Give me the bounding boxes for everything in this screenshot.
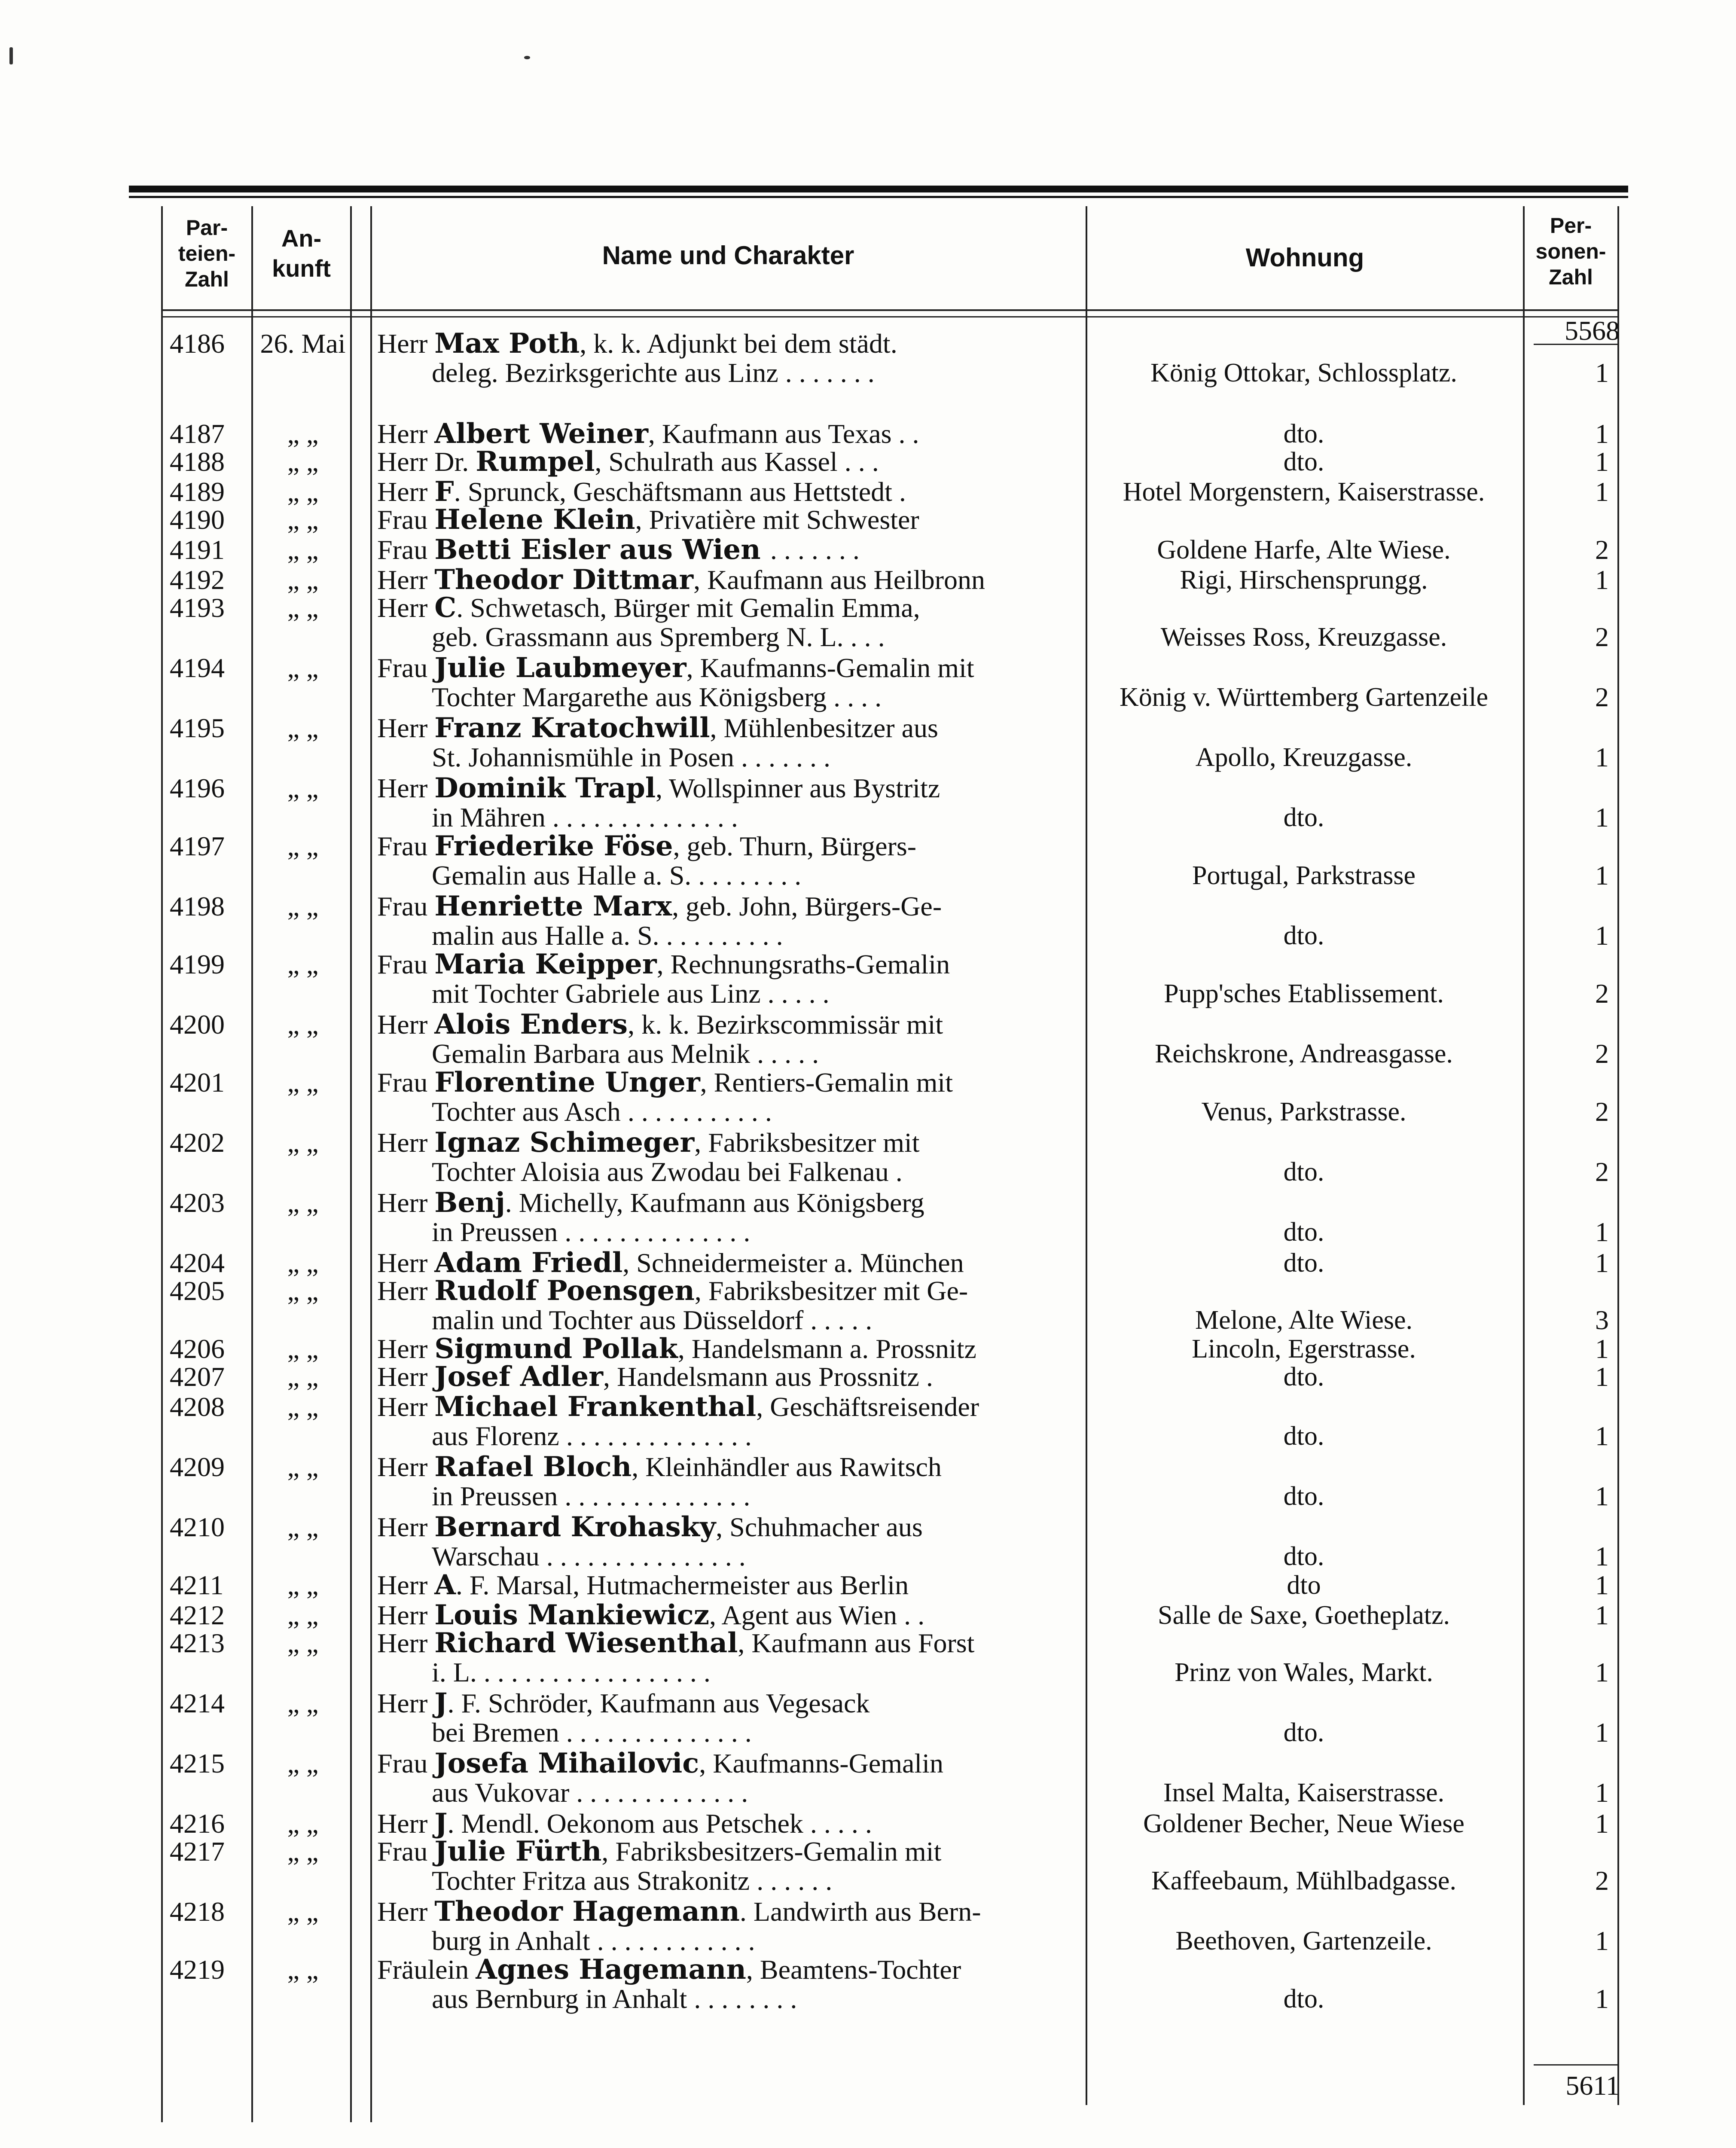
entry-name-line: Frau Florentine Unger, Rentiers-Gemalin mit: [377, 1068, 953, 1098]
entry-residence: Goldene Harfe, Alte Wiese.: [1157, 535, 1451, 564]
entry-name-continuation: deleg. Bezirksgerichte aus Linz . . . . . . .: [432, 358, 875, 388]
entry-arrival: „ „: [287, 1600, 319, 1630]
entry-name-continuation: Tochter aus Asch . . . . . . . . . . .: [432, 1097, 772, 1127]
header-parteien-zahl: Par- teien- Zahl: [178, 216, 236, 291]
scan-speck: [9, 47, 13, 64]
entry-number: 4198: [170, 891, 225, 921]
entry-name-continuation: i. L. . . . . . . . . . . . . . . . . .: [432, 1657, 711, 1687]
entry-number: 4204: [170, 1248, 225, 1278]
entry-name-line: Frau Julie Laubmeyer, Kaufmanns-Gemalin mit: [377, 653, 974, 683]
entry-name-line: Frau Betti Eisler aus Wien . . . . . . .: [377, 535, 860, 565]
column-border-right: [1617, 206, 1619, 2105]
entry-arrival: „ „: [287, 1248, 319, 1278]
entry-name-line: Frau Henriette Marx, geb. John, Bürgers-Ge-: [377, 891, 942, 921]
entry-name-line: Herr Max Poth, k. k. Adjunkt bei dem städt.: [377, 329, 897, 359]
entry-name-line: Herr Theodor Hagemann. Landwirth aus Bern-: [377, 1897, 981, 1927]
entry-arrival: „ „: [287, 1333, 319, 1364]
entry-name-continuation: aus Vukovar . . . . . . . . . . . . .: [432, 1778, 748, 1808]
entry-person-count: 1: [1595, 742, 1609, 772]
entry-person-count: 1: [1595, 1421, 1609, 1451]
entry-residence: Beethoven, Gartenzeile.: [1175, 1926, 1432, 1956]
entry-arrival: „ „: [287, 1836, 319, 1867]
entry-number: 4212: [170, 1600, 225, 1630]
entry-arrival: „ „: [287, 564, 319, 595]
entry-name-line: Herr Ignaz Schimeger, Fabriksbesitzer mit: [377, 1128, 920, 1158]
entry-person-count: 1: [1595, 1808, 1609, 1839]
header-underline-2: [161, 316, 1617, 317]
entry-arrival: „ „: [287, 1452, 319, 1482]
entry-arrival: 26. Mai: [260, 328, 346, 359]
entry-arrival: „ „: [287, 713, 319, 743]
entry-person-count: 1: [1595, 564, 1609, 595]
entry-residence: Portugal, Parkstrasse: [1192, 861, 1416, 890]
entry-number: 4192: [170, 564, 225, 595]
entry-name-line: Frau Julie Fürth, Fabriksbesitzers-Gemalin mit: [377, 1837, 942, 1867]
entry-number: 4219: [170, 1954, 225, 1985]
entry-name-line: Herr J. F. Schröder, Kaufmann aus Vegesack: [377, 1688, 870, 1718]
entry-number: 4200: [170, 1009, 225, 1040]
header-personen-zahl: Per- sonen- Zahl: [1535, 214, 1606, 289]
entry-arrival: „ „: [287, 1512, 319, 1542]
entry-arrival: „ „: [287, 504, 319, 535]
entry-arrival: „ „: [287, 653, 319, 683]
entry-name-line: Herr F. Sprunck, Geschäftsmann aus Hettstedt .: [377, 477, 906, 507]
entry-number: 4213: [170, 1628, 225, 1658]
entry-number: 4199: [170, 949, 225, 979]
entry-name-line: Herr Bernard Krohasky, Schuhmacher aus: [377, 1512, 923, 1542]
entry-number: 4190: [170, 504, 225, 535]
entry-number: 4218: [170, 1896, 225, 1927]
carry-over-total: 5568: [1565, 315, 1620, 346]
entry-number: 4208: [170, 1391, 225, 1422]
entry-name-line: Herr C. Schwetasch, Bürger mit Gemalin Emma,: [377, 593, 920, 623]
entry-number: 4191: [170, 534, 225, 565]
entry-name-line: Herr Albert Weiner, Kaufmann aus Texas . .: [377, 419, 919, 449]
entry-arrival: „ „: [287, 1808, 319, 1839]
entry-residence: Salle de Saxe, Goetheplatz.: [1157, 1601, 1450, 1630]
entry-name-line: Herr Michael Frankenthal, Geschäftsreisender: [377, 1392, 979, 1422]
entry-name-continuation: aus Bernburg in Anhalt . . . . . . . .: [432, 1984, 797, 2014]
entry-person-count: 1: [1595, 1333, 1609, 1364]
entry-arrival: „ „: [287, 1391, 319, 1422]
entry-name-continuation: Warschau . . . . . . . . . . . . . . .: [432, 1541, 746, 1571]
top-rule-thin: [129, 196, 1628, 198]
entry-residence: Melone, Alte Wiese.: [1195, 1306, 1413, 1335]
entry-name-line: Herr Franz Kratochwill, Mühlenbesitzer aus: [377, 713, 938, 743]
entry-name-continuation: aus Florenz . . . . . . . . . . . . . .: [432, 1421, 752, 1451]
entry-name-continuation: Gemalin aus Halle a. S. . . . . . . . .: [432, 860, 802, 891]
entry-person-count: 1: [1595, 802, 1609, 833]
entry-number: 4194: [170, 653, 225, 683]
entry-name-line: Herr Sigmund Pollak, Handelsmann a. Prossnitz: [377, 1334, 976, 1364]
entry-number: 4207: [170, 1361, 225, 1392]
entry-residence: dto.: [1283, 803, 1324, 832]
entry-name-line: Fräulein Agnes Hagemann, Beamtens-Tochter: [377, 1955, 961, 1985]
entry-residence: Prinz von Wales, Markt.: [1175, 1658, 1433, 1687]
entry-residence: dto.: [1283, 921, 1324, 950]
entry-residence: dto.: [1283, 1248, 1324, 1278]
entry-name-line: Herr Alois Enders, k. k. Bezirkscommissär mit: [377, 1010, 943, 1040]
entry-name-line: Frau Josefa Mihailovic, Kaufmanns-Gemalin: [377, 1748, 943, 1779]
entry-arrival: „ „: [287, 1748, 319, 1779]
entry-residence: Insel Malta, Kaiserstrasse.: [1163, 1778, 1445, 1807]
entry-residence: Apollo, Kreuzgasse.: [1195, 743, 1413, 772]
entry-residence: dto.: [1283, 1718, 1324, 1747]
entry-name-continuation: in Preussen . . . . . . . . . . . . . .: [432, 1217, 751, 1247]
entry-number: 4211: [170, 1570, 224, 1600]
entry-arrival: „ „: [287, 1570, 319, 1600]
final-total: 5611: [1565, 2070, 1620, 2101]
entry-arrival: „ „: [287, 1067, 319, 1098]
entry-person-count: 1: [1595, 1600, 1609, 1630]
entry-name-line: Herr Rudolf Poensgen, Fabriksbesitzer mit Ge-: [377, 1276, 968, 1306]
entry-residence: Reichskrone, Andreasgasse.: [1155, 1039, 1453, 1068]
entry-person-count: 1: [1595, 1777, 1609, 1808]
entry-arrival: „ „: [287, 831, 319, 861]
entry-person-count: 1: [1595, 476, 1609, 507]
entry-residence: Rigi, Hirschensprungg.: [1180, 565, 1428, 595]
entry-name-continuation: mit Tochter Gabriele aus Linz . . . . .: [432, 979, 830, 1009]
entry-arrival: „ „: [287, 1954, 319, 1985]
header-name-und-charakter: Name und Charakter: [602, 241, 854, 270]
entry-number: 4217: [170, 1836, 225, 1867]
entry-number: 4206: [170, 1333, 225, 1364]
entry-name-line: Herr A. F. Marsal, Hutmachermeister aus Berlin: [377, 1570, 909, 1600]
entry-name-line: Herr Benj. Michelly, Kaufmann aus Königsberg: [377, 1188, 924, 1218]
entry-person-count: 1: [1595, 1541, 1609, 1571]
entry-residence: dto.: [1283, 419, 1324, 449]
entry-name-continuation: burg in Anhalt . . . . . . . . . . . .: [432, 1926, 755, 1956]
entry-number: 4202: [170, 1127, 225, 1158]
entry-arrival: „ „: [287, 1187, 319, 1218]
entry-arrival: „ „: [287, 1688, 319, 1718]
entry-residence: dto.: [1283, 1542, 1324, 1571]
entry-name-line: Herr Dominik Trapl, Wollspinner aus Bystritz: [377, 773, 940, 803]
total-overline: [1534, 2064, 1617, 2066]
entry-person-count: 2: [1595, 1865, 1609, 1896]
entry-person-count: 2: [1595, 1038, 1609, 1069]
entry-residence: dto: [1287, 1571, 1321, 1600]
entry-number: 4189: [170, 476, 225, 507]
entry-person-count: 1: [1595, 1481, 1609, 1511]
entry-person-count: 1: [1595, 418, 1609, 449]
entry-arrival: „ „: [287, 418, 319, 449]
entry-arrival: „ „: [287, 1009, 319, 1040]
entry-number: 4201: [170, 1067, 225, 1098]
entry-arrival: „ „: [287, 534, 319, 565]
entry-number: 4193: [170, 592, 225, 623]
entry-arrival: „ „: [287, 446, 319, 477]
entry-number: 4203: [170, 1187, 225, 1218]
entry-name-line: Herr Louis Mankiewicz, Agent aus Wien . .: [377, 1600, 925, 1630]
entry-person-count: 1: [1595, 1717, 1609, 1748]
entry-name-line: Herr J. Mendl. Oekonom aus Petschek . . . . .: [377, 1809, 872, 1839]
entry-residence: dto.: [1283, 447, 1324, 476]
entry-residence: König Ottokar, Schlossplatz.: [1150, 358, 1457, 387]
entry-name-continuation: Tochter Fritza aus Strakonitz . . . . . .: [432, 1866, 833, 1896]
entry-arrival: „ „: [287, 949, 319, 979]
entry-person-count: 1: [1595, 1361, 1609, 1392]
entry-name-continuation: Tochter Margarethe aus Königsberg . . . .: [432, 682, 882, 712]
entry-name-continuation: in Mähren . . . . . . . . . . . . . .: [432, 802, 738, 833]
entry-residence: Lincoln, Egerstrasse.: [1192, 1334, 1416, 1364]
entry-person-count: 1: [1595, 446, 1609, 477]
entry-person-count: 1: [1595, 1248, 1609, 1278]
entry-name-line: Herr Richard Wiesenthal, Kaufmann aus Forst: [377, 1628, 975, 1658]
entry-person-count: 2: [1595, 1096, 1609, 1127]
column-border-ank2: [370, 206, 372, 2122]
entry-arrival: „ „: [287, 1896, 319, 1927]
entry-name-line: Herr Theodor Dittmar, Kaufmann aus Heilbronn: [377, 565, 985, 595]
entry-arrival: „ „: [287, 1628, 319, 1658]
entry-arrival: „ „: [287, 1275, 319, 1306]
entry-residence: dto.: [1283, 1482, 1324, 1511]
entry-arrival: „ „: [287, 476, 319, 507]
entry-residence: Hotel Morgenstern, Kaiserstrasse.: [1123, 477, 1485, 506]
entry-residence: Venus, Parkstrasse.: [1201, 1097, 1406, 1126]
entry-person-count: 1: [1595, 1925, 1609, 1956]
entry-residence: König v. Württemberg Gartenzeile: [1120, 683, 1488, 712]
entry-arrival: „ „: [287, 773, 319, 803]
entry-person-count: 3: [1595, 1305, 1609, 1335]
entry-name-line: Herr Dr. Rumpel, Schulrath aus Kassel . . .: [377, 447, 879, 477]
entry-person-count: 2: [1595, 682, 1609, 712]
entry-number: 4210: [170, 1512, 225, 1542]
entry-person-count: 1: [1595, 920, 1609, 951]
column-border-left: [161, 206, 163, 2122]
entry-name-continuation: in Preussen . . . . . . . . . . . . . .: [432, 1481, 751, 1511]
entry-residence: dto.: [1283, 1422, 1324, 1451]
entry-number: 4195: [170, 713, 225, 743]
entry-residence: Goldener Becher, Neue Wiese: [1143, 1809, 1464, 1838]
entry-residence: Weisses Ross, Kreuzgasse.: [1160, 622, 1447, 652]
entry-name-line: Herr Adam Friedl, Schneidermeister a. München: [377, 1248, 964, 1278]
entry-arrival: „ „: [287, 1127, 319, 1158]
entry-name-continuation: bei Bremen . . . . . . . . . . . . . .: [432, 1718, 752, 1748]
entry-number: 4214: [170, 1688, 225, 1718]
entry-residence: Pupp'sches Etablissement.: [1164, 979, 1444, 1008]
entry-arrival: „ „: [287, 1361, 319, 1392]
header-wohnung: Wohnung: [1245, 243, 1364, 272]
entry-number: 4215: [170, 1748, 225, 1779]
entry-person-count: 1: [1595, 1570, 1609, 1600]
entry-person-count: 2: [1595, 1156, 1609, 1187]
entry-person-count: 2: [1595, 622, 1609, 652]
entry-number: 4205: [170, 1275, 225, 1306]
entry-number: 4197: [170, 831, 225, 861]
entry-name-continuation: St. Johannismühle in Posen . . . . . . .: [432, 742, 831, 772]
entry-number: 4187: [170, 418, 225, 449]
entry-number: 4209: [170, 1452, 225, 1482]
header-ankunft: An- kunft: [272, 225, 331, 282]
entry-number: 4186: [170, 328, 225, 359]
entry-person-count: 1: [1595, 1217, 1609, 1247]
entry-name-continuation: geb. Grassmann aus Spremberg N. L. . . .: [432, 622, 885, 652]
entry-person-count: 1: [1595, 1657, 1609, 1687]
entry-person-count: 1: [1595, 860, 1609, 891]
entry-name-line: Frau Maria Keipper, Rechnungsraths-Gemalin: [377, 949, 950, 979]
top-rule-thick: [129, 186, 1628, 192]
entry-name-line: Herr Josef Adler, Handelsmann aus Prossnitz .: [377, 1362, 933, 1392]
entry-person-count: 2: [1595, 978, 1609, 1009]
entry-residence: Kaffeebaum, Mühlbadgasse.: [1151, 1866, 1456, 1895]
entry-number: 4196: [170, 773, 225, 803]
entry-person-count: 1: [1595, 1983, 1609, 2014]
entry-name-line: Herr Rafael Bloch, Kleinhändler aus Rawitsch: [377, 1452, 942, 1482]
entry-name-line: Frau Helene Klein, Privatière mit Schwester: [377, 505, 919, 535]
entry-name-continuation: Tochter Aloisia aus Zwodau bei Falkenau .: [432, 1157, 903, 1187]
entry-number: 4188: [170, 446, 225, 477]
entry-arrival: „ „: [287, 592, 319, 623]
header-underline: [161, 309, 1617, 311]
entry-arrival: „ „: [287, 891, 319, 921]
entry-number: 4216: [170, 1808, 225, 1839]
scan-speck: [524, 56, 530, 59]
entry-name-continuation: Gemalin Barbara aus Melnik . . . . .: [432, 1039, 819, 1069]
entry-person-count: 1: [1595, 357, 1609, 388]
entry-residence: dto.: [1283, 1157, 1324, 1187]
entry-person-count: 2: [1595, 534, 1609, 565]
entry-residence: dto.: [1283, 1362, 1324, 1391]
entry-name-line: Frau Friederike Föse, geb. Thurn, Bürgers-: [377, 831, 917, 861]
entry-name-continuation: malin aus Halle a. S. . . . . . . . . .: [432, 921, 783, 951]
entry-residence: dto.: [1283, 1217, 1324, 1247]
entry-name-continuation: malin und Tochter aus Düsseldorf . . . . .: [432, 1305, 873, 1335]
entry-residence: dto.: [1283, 1984, 1324, 2014]
